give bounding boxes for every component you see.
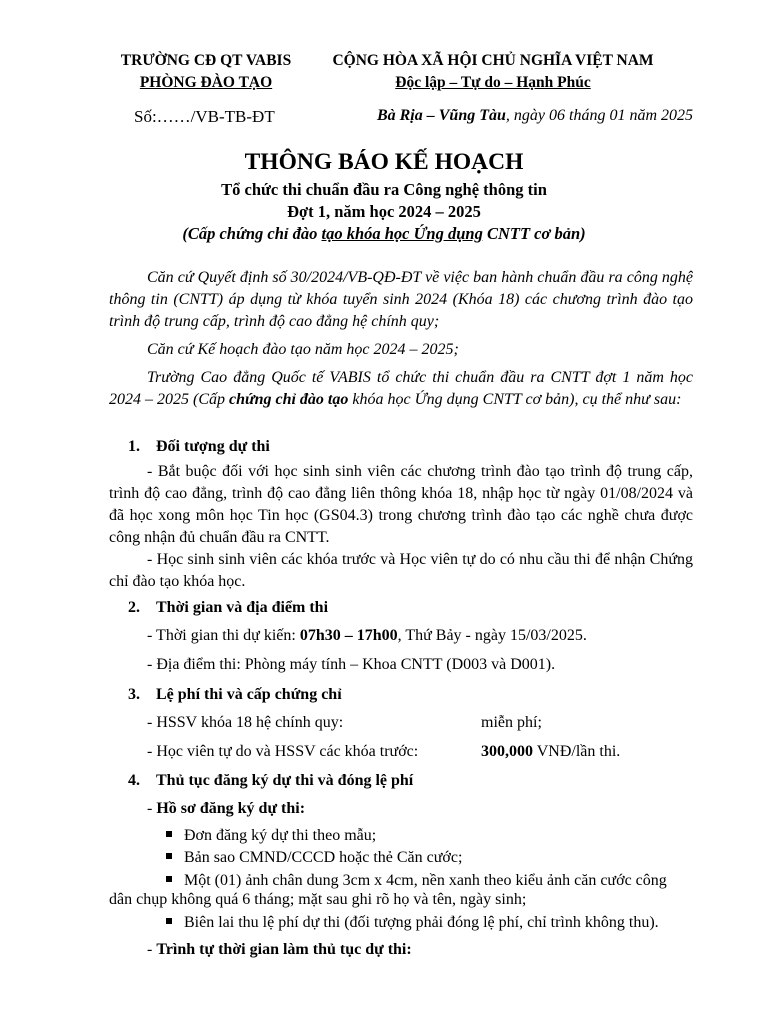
intro-paragraph-2: Căn cứ Kế hoạch đào tạo năm học 2024 – 2025; (147, 341, 459, 358)
section-title: Thời gian và địa điểm thi (156, 599, 329, 616)
fee-row-2-value (481, 743, 620, 761)
exam-time-label: - Thời gian thi dự kiến: (147, 627, 300, 644)
section-number: 2. (128, 599, 140, 616)
intro-p3-bold: chứng chỉ đào tạo (229, 391, 349, 408)
section-title: Đối tượng dự thi (156, 438, 270, 455)
section-4-heading (128, 772, 413, 790)
registration-docs-title: Hồ sơ đăng ký dự thi: (156, 800, 306, 817)
doc-item-1 (166, 827, 376, 845)
exam-date: , Thứ Bảy - ngày 15/03/2025. (397, 627, 587, 644)
fee-row-2-label: - Học viên tự do và HSSV các khóa trước: (147, 743, 419, 760)
section-number: 3. (128, 686, 140, 703)
place-date (377, 107, 693, 125)
document-title: THÔNG BÁO KẾ HOẠCH (244, 149, 524, 175)
fee-amount: 300,000 (481, 743, 533, 760)
doc-item-text: Đơn đăng ký dự thi theo mẫu; (184, 827, 377, 844)
section-number: 4. (128, 772, 140, 789)
section-title: Thủ tục đăng ký dự thi và đóng lệ phí (156, 772, 414, 789)
section-title: Lệ phí thi và cấp chứng chỉ (156, 686, 342, 703)
square-bullet-icon (166, 831, 172, 837)
document-subtitle-1: Tổ chức thi chuẩn đầu ra Công nghệ thông tin (221, 180, 547, 199)
national-title: CỘNG HÒA XÃ HỘI CHỦ NGHĨA VIỆT NAM (332, 52, 654, 69)
document-subtitle-2: Đợt 1, năm học 2024 – 2025 (287, 202, 481, 221)
registration-docs-heading (147, 800, 305, 818)
dash: - (147, 941, 157, 958)
procedure-heading (147, 941, 412, 959)
intro-paragraph-1: Căn cứ Quyết định số 30/2024/VB-QĐ-ĐT về việc ban hành chuẩn đầu ra công nghệ thông tin (CNTT) áp dụng từ khóa tuyển sinh 2024 (Khóa 18) các chương trình đào tạo trình độ trung cấp, trình độ cao đẳng hệ chính quy; (109, 269, 693, 330)
square-bullet-icon (166, 918, 172, 924)
section-2-heading (128, 599, 328, 617)
doc-item-3 (166, 872, 667, 890)
document-number: Số:……/VB-TB-ĐT (134, 107, 275, 126)
section-1-heading (128, 438, 270, 456)
issuer-block (106, 50, 306, 94)
issue-date: , ngày 06 tháng 01 năm 2025 (505, 107, 693, 124)
fee-unit: VNĐ/lần thi. (533, 743, 621, 760)
procedure-title: Trình tự thời gian làm thủ tục dự thi: (156, 941, 412, 958)
subtitle-3-part-b: tạo khóa học Ứng dụng (321, 224, 483, 243)
exam-time-value: 07h30 – 17h00 (299, 627, 398, 644)
doc-item-text: Biên lai thu lệ phí dự thi (đối tượng phải đóng lệ phí, chỉ trình không thu). (184, 914, 659, 931)
exam-location-line: - Địa điểm thi: Phòng máy tính – Khoa CNTT (D003 và D001). (147, 656, 556, 673)
doc-item-4 (166, 914, 659, 932)
section-3-heading (128, 686, 342, 704)
intro-section (109, 267, 693, 411)
place-name: Bà Rịa – Vũng Tàu (376, 107, 506, 124)
national-motto: Độc lập – Tự do – Hạnh Phúc (395, 74, 591, 91)
doc-item-text: Một (01) ảnh chân dung 3cm x 4cm, nền xanh theo kiểu ảnh căn cước công (184, 872, 667, 889)
square-bullet-icon (166, 853, 172, 859)
fee-row-1-value: miễn phí; (481, 714, 542, 731)
square-bullet-icon (166, 876, 172, 882)
section-1-bullet-1: - Bắt buộc đối với học sinh sinh viên các chương trình đào tạo trình độ trung cấp, trình độ cao đẳng, trình độ cao đẳng liên thông khóa 18, nhập học từ ngày 01/08/2024 và đã học xong môn học Tin học (GS04.3) trong chương trình đào tạo các nghề chưa được công nhận đủ chuẩn đầu ra CNTT. (109, 463, 693, 546)
intro-paragraph-3 (109, 367, 693, 411)
exam-time-line (147, 627, 587, 645)
doc-item-2 (166, 849, 462, 867)
intro-p3-part-a: Trường Cao đẳng Quốc tế VABIS tổ chức thi chuẩn đầu ra CNTT đợt 1 năm học 2024 – 2025 (Cấp (109, 369, 693, 408)
section-1-bullet-2: - Học sinh sinh viên các khóa trước và Học viên tự do có nhu cầu thi để nhận Chứng chỉ đào tạo khóa học. (109, 551, 693, 590)
subtitle-3-part-a: (Cấp chứng chỉ đào (182, 224, 322, 243)
subtitle-3-part-c: CNTT cơ bản) (482, 224, 586, 243)
national-motto-block (312, 50, 674, 94)
section-number: 1. (128, 438, 140, 455)
issuer-school: TRƯỜNG CĐ QT VABIS (120, 52, 292, 69)
issuer-department: PHÒNG ĐÀO TẠO (139, 74, 273, 91)
doc-item-text: Bản sao CMND/CCCD hoặc thẻ Căn cước; (184, 849, 463, 866)
doc-item-3-continuation: dân chụp không quá 6 tháng; mặt sau ghi rõ họ và tên, ngày sinh; (109, 891, 527, 908)
fee-row-1-label: - HSSV khóa 18 hệ chính quy: (147, 714, 344, 731)
intro-p3-part-c: khóa học Ứng dụng CNTT cơ bản), cụ thể như sau: (348, 391, 682, 408)
document-subtitle-3 (0, 224, 768, 244)
dash: - (147, 800, 157, 817)
section-1-body (109, 461, 693, 593)
